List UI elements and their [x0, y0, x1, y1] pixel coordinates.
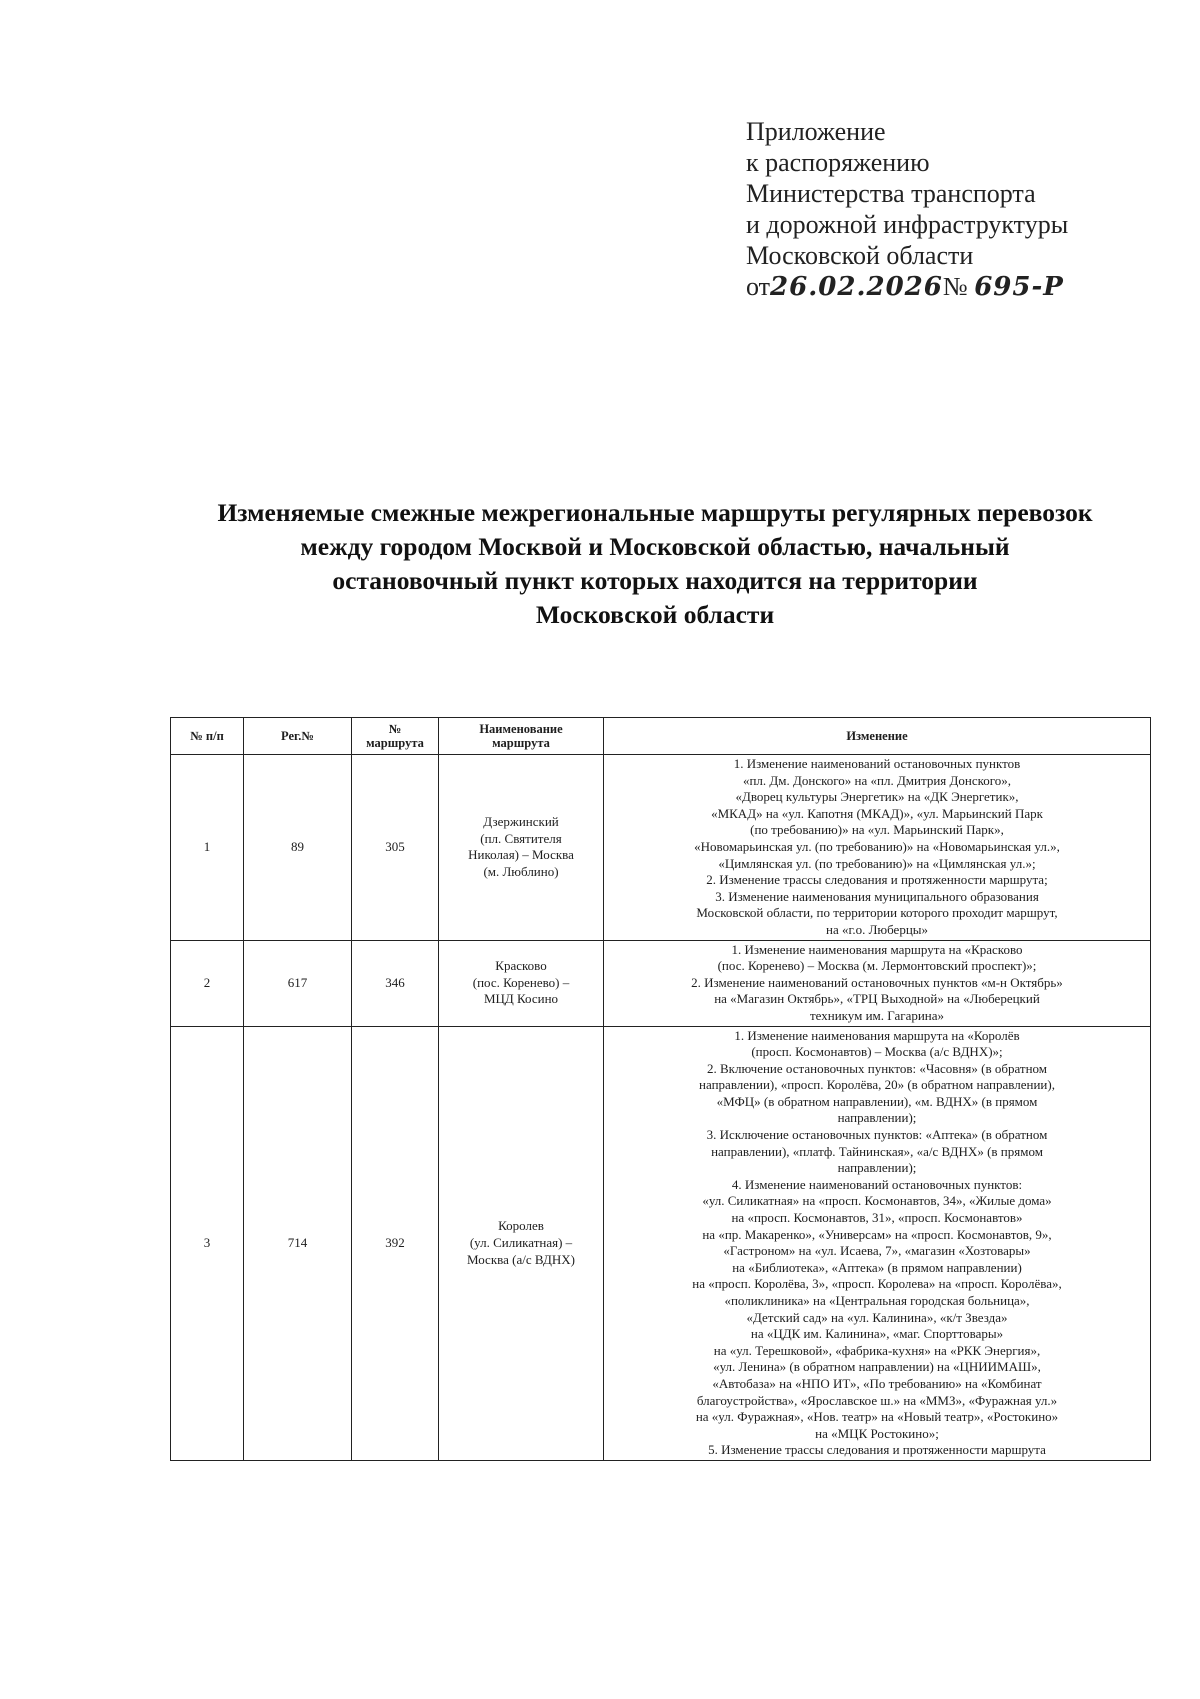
header-change: Изменение: [604, 718, 1151, 755]
change-line: 5. Изменение трассы следования и протяженности маршрута: [708, 1442, 1046, 1458]
handwritten-number: 695-Р: [974, 272, 1064, 302]
appendix-date-line: [746, 271, 1068, 303]
change-line: на «пр. Макаренко», «Универсам» на «просп. Космонавтов, 9»,: [702, 1226, 1052, 1242]
change-line: техникум им. Гагарина»: [809, 1007, 945, 1023]
change-line: на «просп. Космонавтов, 31», «просп. Космонавтов»: [731, 1210, 1023, 1226]
header-route-name: [439, 718, 604, 755]
cell-change: [604, 755, 1151, 941]
change-line: направлении), «платф. Тайнинская», «а/с ВДНХ» (в прямом: [711, 1143, 1043, 1159]
table-body: [171, 755, 1151, 1461]
change-line: 3. Исключение остановочных пунктов: «Аптека» (в обратном: [706, 1127, 1048, 1143]
table-header-row: [171, 718, 1151, 755]
change-line: на «ул. Фуражная», «Нов. театр» на «Новый театр», «Ростокино»: [695, 1409, 1059, 1425]
title-line: остановочный пункт которых находится на территории: [332, 566, 978, 595]
title-line: Изменяемые смежные межрегиональные маршруты регулярных перевозок: [217, 498, 1093, 527]
change-line: направлении);: [837, 1160, 917, 1176]
document-title: [160, 496, 1150, 632]
header-num: № п/п: [171, 718, 244, 755]
change-line: «поликлиника» на «Центральная городская больница»,: [724, 1293, 1030, 1308]
appendix-block: [746, 116, 1068, 303]
appendix-line: и дорожной инфраструктуры: [746, 210, 1069, 239]
change-line: Московской области, по территории которого проходит маршрут,: [696, 905, 1058, 921]
change-line: 2. Изменение наименований остановочных пунктов «м-н Октябрь»: [691, 974, 1063, 990]
route-name-line: МЦД Косино: [483, 991, 559, 1007]
cell-route-name: [439, 755, 604, 941]
change-line: на «МЦК Ростокино»;: [815, 1425, 939, 1441]
appendix-line: Министерства транспорта: [746, 179, 1036, 208]
change-line: 1. Изменение наименования маршрута на «Королёв: [734, 1027, 1020, 1043]
header-reg: Рег.№: [244, 718, 352, 755]
cell-route-number: 305: [352, 755, 439, 941]
cell-route-name: [439, 940, 604, 1026]
change-line: (просп. Космонавтов) – Москва (а/с ВДНХ)»;: [751, 1044, 1003, 1060]
change-line: «Дворец культуры Энергетик» на «ДК Энергетик»,: [735, 789, 1019, 805]
route-name-line: (м. Люблино): [483, 863, 559, 879]
change-line: «ул. Силикатная» на «просп. Космонавтов, 34», «Жилые дома»: [702, 1193, 1052, 1209]
header-route-name-line1: Наименование: [479, 722, 563, 736]
handwritten-date: 26.02.2026: [770, 272, 943, 302]
route-name-line: Николая) – Москва: [468, 847, 574, 863]
route-name-line: (пл. Святителя: [480, 830, 562, 846]
cell-reg: 617: [244, 940, 352, 1026]
route-name-line: Москва (а/с ВДНХ): [466, 1251, 575, 1267]
route-name-line: (пос. Коренево) –: [472, 974, 570, 990]
change-line: «Новомарьинская ул. (по требованию)» на «Новомарьинская ул.»,: [694, 838, 1060, 854]
change-line: 2. Изменение трассы следования и протяженности маршрута;: [706, 872, 1048, 888]
appendix-line: Московской области: [746, 241, 974, 270]
route-name-line: Дзержинский: [483, 814, 559, 830]
cell-route-name: [439, 1026, 604, 1460]
date-prefix: от: [746, 272, 771, 301]
change-line: 3. Изменение наименования муниципального образования: [715, 888, 1039, 904]
routes-table: [170, 717, 1151, 1461]
table-row: [171, 940, 1151, 1026]
cell-change: [604, 1026, 1151, 1460]
change-line: «пл. Дм. Донского» на «пл. Дмитрия Донского»,: [742, 772, 1012, 788]
appendix-line: к распоряжению: [746, 148, 930, 177]
change-line: на «Магазин Октябрь», «ТРЦ Выходной» на «Люберецкий: [714, 991, 1040, 1007]
cell-num: 3: [171, 1026, 244, 1460]
header-route-number-line1: №: [388, 722, 402, 736]
route-name-line: (ул. Силикатная) –: [469, 1234, 573, 1250]
title-line: между городом Москвой и Московской областью, начальный: [300, 532, 1010, 561]
change-line: на «просп. Королёва, 3», «просп. Королева» на «просп. Королёва»,: [692, 1276, 1062, 1292]
table-row: [171, 755, 1151, 941]
change-line: направлении);: [837, 1110, 917, 1126]
change-line: на «Библиотека», «Аптека» (в прямом направлении): [732, 1259, 1022, 1275]
change-line: «Детский сад» на «ул. Калинина», «к/т Звезда»: [746, 1309, 1008, 1325]
appendix-line: Приложение: [746, 117, 886, 146]
cell-reg: 714: [244, 1026, 352, 1460]
change-line: на «ЦДК им. Калинина», «маг. Спорттовары»: [750, 1326, 1004, 1342]
cell-num: 2: [171, 940, 244, 1026]
change-line: 1. Изменение наименований остановочных пунктов: [733, 756, 1021, 771]
change-line: «Гастроном» на «ул. Исаева, 7», «магазин «Хозтовары»: [723, 1243, 1031, 1259]
route-name-line: Красково: [495, 958, 547, 974]
cell-reg: 89: [244, 755, 352, 941]
change-line: на «г.о. Люберцы»: [825, 921, 929, 937]
change-line: на «ул. Терешковой», «фабрика-кухня» на «РКК Энергия»,: [713, 1342, 1041, 1358]
table-row: [171, 1026, 1151, 1460]
change-line: направлении), «просп. Королёва, 20» (в обратном направлении),: [699, 1077, 1055, 1093]
change-line: «Автобаза» на «НПО ИТ», «По требованию» на «Комбинат: [712, 1375, 1042, 1391]
change-line: «Цимлянская ул. (по требованию)» на «Цимлянская ул.»;: [718, 855, 1036, 871]
header-route-number: [352, 718, 439, 755]
cell-num: 1: [171, 755, 244, 941]
change-line: «МФЦ» (в обратном направлении), «м. ВДНХ» (в прямом: [716, 1093, 1038, 1109]
change-line: благоустройства», «Ярославское ш.» на «ММЗ», «Фуражная ул.»: [696, 1392, 1058, 1408]
change-line: (по требованию)» на «ул. Марьинский Парк»,: [750, 822, 1004, 838]
change-line: 4. Изменение наименований остановочных пунктов:: [731, 1176, 1023, 1192]
title-line: Московской области: [535, 600, 775, 629]
change-line: 1. Изменение наименования маршрута на «Красково: [731, 941, 1023, 957]
cell-route-number: 392: [352, 1026, 439, 1460]
cell-route-number: 346: [352, 940, 439, 1026]
header-route-number-line2: маршрута: [366, 736, 424, 750]
change-line: «ул. Ленина» (в обратном направлении) на «ЦНИИМАШ»,: [713, 1359, 1041, 1375]
change-line: 2. Включение остановочных пунктов: «Часовня» (в обратном: [706, 1060, 1048, 1076]
cell-change: [604, 940, 1151, 1026]
number-prefix: №: [942, 272, 968, 301]
header-route-name-line2: маршрута: [492, 736, 550, 750]
route-name-line: Королев: [498, 1218, 544, 1234]
change-line: (пос. Коренево) – Москва (м. Лермонтовский проспект)»;: [717, 958, 1037, 974]
change-line: «МКАД» на «ул. Капотня (МКАД)», «ул. Марьинский Парк: [711, 805, 1043, 821]
